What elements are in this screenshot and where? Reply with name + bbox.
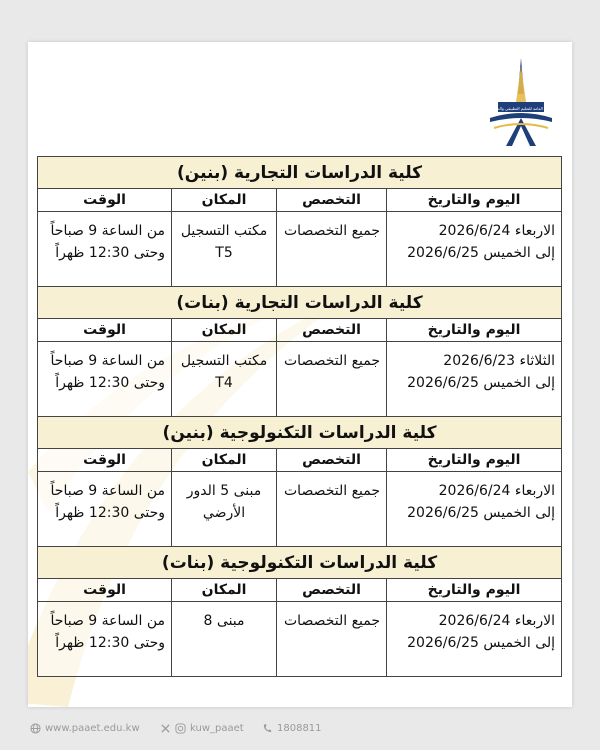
header-time: الوقت [38,449,172,472]
footer-phone[interactable] [262,723,322,734]
date-line: إلى الخميس 2026/6/25 [407,245,556,261]
date-line: إلى الخميس 2026/6/25 [407,505,556,521]
college-title: كلية الدراسات التجارية (بنين) [38,157,562,189]
date-cell [387,472,562,547]
date-line: الاربعاء 2026/6/24 [438,483,556,499]
instagram-icon [175,723,186,734]
major-text: جميع التخصصات [284,483,381,499]
header-major: التخصص [277,319,387,342]
globe-icon [30,723,41,734]
header-major: التخصص [277,189,387,212]
social-handle-text: kuw_paaet [190,723,244,734]
header-time: الوقت [38,189,172,212]
place-line: مكتب التسجيل [180,223,268,239]
time-line: وحتى 12:30 ظهراً [55,375,166,391]
date-line: الثلاثاء 2026/6/23 [443,353,556,369]
time-line: من الساعة 9 صباحاً [50,483,166,499]
header-date: اليوم والتاريخ [387,449,562,472]
section-title-row [38,287,562,319]
svg-text:الهيئة العامة للتعليم التطبيقي: الهيئة العامة للتعليم التطبيقي والتدريب [489,106,553,111]
footer-website[interactable] [30,723,140,734]
college-title: كلية الدراسات التكنولوجية (بنين) [38,417,562,449]
header-date: اليوم والتاريخ [387,579,562,602]
section-title-row [38,547,562,579]
paaet-logo-icon [486,54,556,146]
time-line: من الساعة 9 صباحاً [50,223,166,239]
header-place: المكان [172,449,277,472]
column-header-row [38,449,562,472]
college-title: كلية الدراسات التجارية (بنات) [38,287,562,319]
registration-schedule-table [37,156,562,677]
header-major: التخصص [277,579,387,602]
place-line: T5 [215,245,233,261]
major-text: جميع التخصصات [284,223,381,239]
phone-text: 1808811 [277,723,322,734]
header-place: المكان [172,319,277,342]
place-cell [172,602,277,677]
major-text: جميع التخصصات [284,353,381,369]
column-header-row [38,319,562,342]
place-cell [172,342,277,417]
schedule-row [38,342,562,417]
header-major: التخصص [277,449,387,472]
footer-social[interactable] [160,723,244,734]
header-time: الوقت [38,319,172,342]
major-cell [277,602,387,677]
column-header-row [38,189,562,212]
place-line: T4 [215,375,233,391]
x-icon [160,723,171,734]
time-cell [38,602,172,677]
place-line: الأرضي [202,505,246,521]
college-title: كلية الدراسات التكنولوجية (بنات) [38,547,562,579]
website-text: www.paaet.edu.kw [45,723,140,734]
date-cell [387,212,562,287]
header-time: الوقت [38,579,172,602]
schedule-row [38,472,562,547]
date-line: الاربعاء 2026/6/24 [438,613,556,629]
major-cell [277,342,387,417]
major-cell [277,212,387,287]
place-line: مبنى 5 الدور [186,483,262,499]
date-cell [387,602,562,677]
major-cell [277,472,387,547]
column-header-row [38,579,562,602]
section-title-row [38,157,562,189]
place-cell [172,212,277,287]
schedule-row [38,602,562,677]
section-title-row [38,417,562,449]
header-place: المكان [172,189,277,212]
header-place: المكان [172,579,277,602]
place-cell [172,472,277,547]
date-line: إلى الخميس 2026/6/25 [407,375,556,391]
announcement-card [28,42,572,707]
date-cell [387,342,562,417]
date-line: الاربعاء 2026/6/24 [438,223,556,239]
time-line: وحتى 12:30 ظهراً [55,635,166,651]
header-date: اليوم والتاريخ [387,319,562,342]
time-cell [38,212,172,287]
footer [0,718,600,742]
time-cell [38,472,172,547]
time-line: وحتى 12:30 ظهراً [55,505,166,521]
place-line: مبنى 8 [203,613,245,629]
schedule-row [38,212,562,287]
date-line: إلى الخميس 2026/6/25 [407,635,556,651]
time-line: من الساعة 9 صباحاً [50,353,166,369]
phone-icon [262,723,273,734]
place-line: مكتب التسجيل [180,353,268,369]
time-cell [38,342,172,417]
time-line: من الساعة 9 صباحاً [50,613,166,629]
time-line: وحتى 12:30 ظهراً [55,245,166,261]
major-text: جميع التخصصات [284,613,381,629]
header-date: اليوم والتاريخ [387,189,562,212]
